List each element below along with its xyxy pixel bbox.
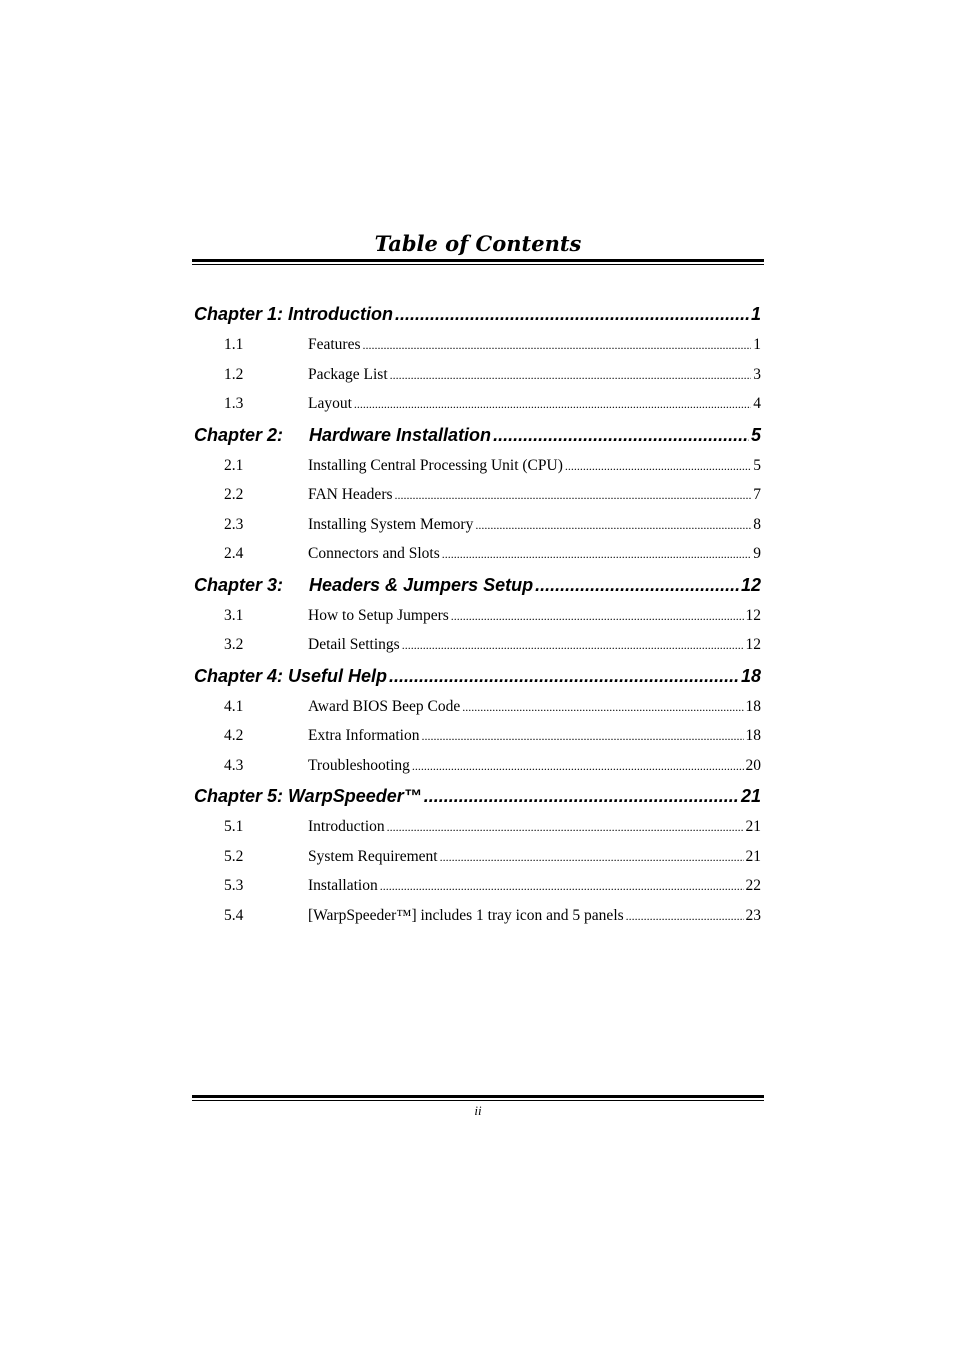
section-number: 2.3 — [224, 515, 244, 533]
chapter-title: Hardware Installation — [309, 424, 492, 445]
toc-section-5-4[interactable] — [192, 901, 764, 931]
section-title: FAN Headers — [308, 486, 393, 503]
dot-leader — [442, 539, 752, 569]
toc-section-1-2[interactable] — [192, 360, 764, 390]
dot-leader — [565, 451, 751, 481]
dot-leader — [387, 812, 744, 842]
section-page: 5 — [753, 456, 761, 474]
dot-leader — [390, 360, 752, 390]
section-number: 4.2 — [224, 727, 244, 744]
section-number: 5.1 — [224, 818, 244, 835]
section-title: Connectors and Slots — [308, 545, 440, 562]
dot-leader — [493, 419, 749, 451]
section-title: How to Setup Jumpers — [308, 606, 449, 624]
section-title: Features — [308, 336, 361, 353]
bottom-rule — [192, 1095, 764, 1101]
section-title: Award BIOS Beep Code — [308, 697, 461, 715]
dot-leader — [380, 871, 744, 901]
dot-leader — [395, 480, 752, 510]
dot-leader — [440, 842, 744, 872]
dot-leader — [354, 389, 751, 419]
section-page: 20 — [745, 756, 761, 774]
section-page: 23 — [745, 906, 761, 924]
dot-leader — [451, 601, 744, 631]
section-number: 5.4 — [224, 906, 244, 924]
chapter-title: Useful Help — [288, 665, 388, 686]
section-number: 4.1 — [224, 697, 244, 715]
toc-section-4-2[interactable] — [192, 721, 764, 751]
section-page: 22 — [745, 877, 761, 894]
section-title: [WarpSpeeder™] includes 1 tray icon and 5 panels — [308, 906, 624, 924]
page-title: Table of Contents — [374, 231, 582, 256]
section-page: 1 — [753, 336, 761, 353]
section-title: Troubleshooting — [308, 756, 410, 774]
section-title: Extra Information — [308, 727, 420, 744]
section-number: 4.3 — [224, 756, 244, 774]
chapter-number: Chapter 5: — [194, 786, 284, 806]
bottom-rule-thin — [192, 1100, 764, 1101]
top-rule — [192, 259, 764, 265]
chapter-number: Chapter 3: — [194, 574, 284, 595]
bottom-rule-thick — [192, 1095, 764, 1098]
toc-section-2-3[interactable] — [192, 510, 764, 540]
dot-leader — [535, 569, 739, 601]
toc-chapter-2[interactable] — [192, 419, 764, 451]
section-number: 3.1 — [224, 606, 244, 624]
toc-chapter-4[interactable] — [192, 660, 764, 692]
toc-chapter-3[interactable] — [192, 569, 764, 601]
section-page: 21 — [745, 818, 761, 835]
chapter-number: Chapter 1: — [194, 304, 284, 324]
dot-leader — [363, 330, 752, 360]
dot-leader — [475, 510, 751, 540]
dot-leader — [462, 692, 743, 722]
section-number: 2.1 — [224, 456, 244, 474]
section-number: 1.2 — [224, 365, 244, 383]
document-page — [192, 0, 764, 1351]
toc-section-5-3[interactable] — [192, 871, 764, 901]
section-title: Package List — [308, 365, 388, 383]
section-title: Installation — [308, 877, 378, 894]
toc-section-5-2[interactable] — [192, 842, 764, 872]
section-number: 5.2 — [224, 847, 244, 865]
dot-leader — [395, 298, 749, 330]
table-of-contents — [192, 298, 764, 930]
dot-leader — [424, 780, 739, 812]
dot-leader — [421, 721, 743, 751]
toc-chapter-5[interactable] — [192, 780, 764, 812]
section-number: 3.2 — [224, 636, 244, 653]
top-rule-thick — [192, 259, 764, 262]
chapter-title: Headers & Jumpers Setup — [309, 574, 534, 595]
toc-section-4-1[interactable] — [192, 692, 764, 722]
section-number: 1.3 — [224, 395, 244, 412]
chapter-page: 5 — [750, 424, 761, 445]
section-number: 1.1 — [224, 336, 244, 353]
toc-chapter-1[interactable] — [192, 298, 764, 330]
section-number: 2.2 — [224, 486, 244, 503]
section-page: 8 — [753, 515, 761, 533]
section-title: Introduction — [308, 818, 385, 835]
section-page: 3 — [753, 365, 761, 383]
section-title: Layout — [308, 395, 352, 412]
toc-section-3-1[interactable] — [192, 601, 764, 631]
section-number: 2.4 — [224, 545, 244, 562]
top-rule-thin — [192, 264, 764, 265]
section-page: 12 — [745, 606, 761, 624]
toc-section-1-1[interactable] — [192, 330, 764, 360]
chapter-page: 12 — [740, 574, 761, 595]
section-number: 5.3 — [224, 877, 244, 894]
chapter-page: 1 — [750, 304, 761, 324]
toc-section-2-2[interactable] — [192, 480, 764, 510]
section-page: 7 — [753, 486, 761, 503]
chapter-page: 18 — [740, 665, 761, 686]
chapter-number: Chapter 2: — [194, 424, 284, 445]
section-page: 18 — [745, 727, 761, 744]
toc-section-5-1[interactable] — [192, 812, 764, 842]
section-page: 4 — [753, 395, 761, 412]
dot-leader — [389, 660, 739, 692]
section-page: 21 — [745, 847, 761, 865]
toc-section-2-1[interactable] — [192, 451, 764, 481]
dot-leader — [402, 630, 744, 660]
chapter-page: 21 — [740, 786, 761, 806]
section-title: Installing System Memory — [308, 515, 474, 533]
section-title: Installing Central Processing Unit (CPU) — [308, 456, 563, 474]
chapter-title: Introduction — [288, 304, 393, 324]
dot-leader — [626, 901, 744, 931]
toc-section-3-2[interactable] — [192, 630, 764, 660]
chapter-title: WarpSpeeder™ — [288, 786, 422, 806]
section-page: 18 — [745, 697, 761, 715]
section-title: Detail Settings — [308, 636, 400, 653]
chapter-number: Chapter 4: — [194, 665, 284, 686]
section-page: 12 — [745, 636, 761, 653]
toc-section-4-3[interactable] — [192, 751, 764, 781]
toc-section-1-3[interactable] — [192, 389, 764, 419]
footer-page-number: ii — [474, 1103, 482, 1118]
dot-leader — [412, 751, 744, 781]
section-title: System Requirement — [308, 847, 438, 865]
section-page: 9 — [753, 545, 761, 562]
toc-section-2-4[interactable] — [192, 539, 764, 569]
